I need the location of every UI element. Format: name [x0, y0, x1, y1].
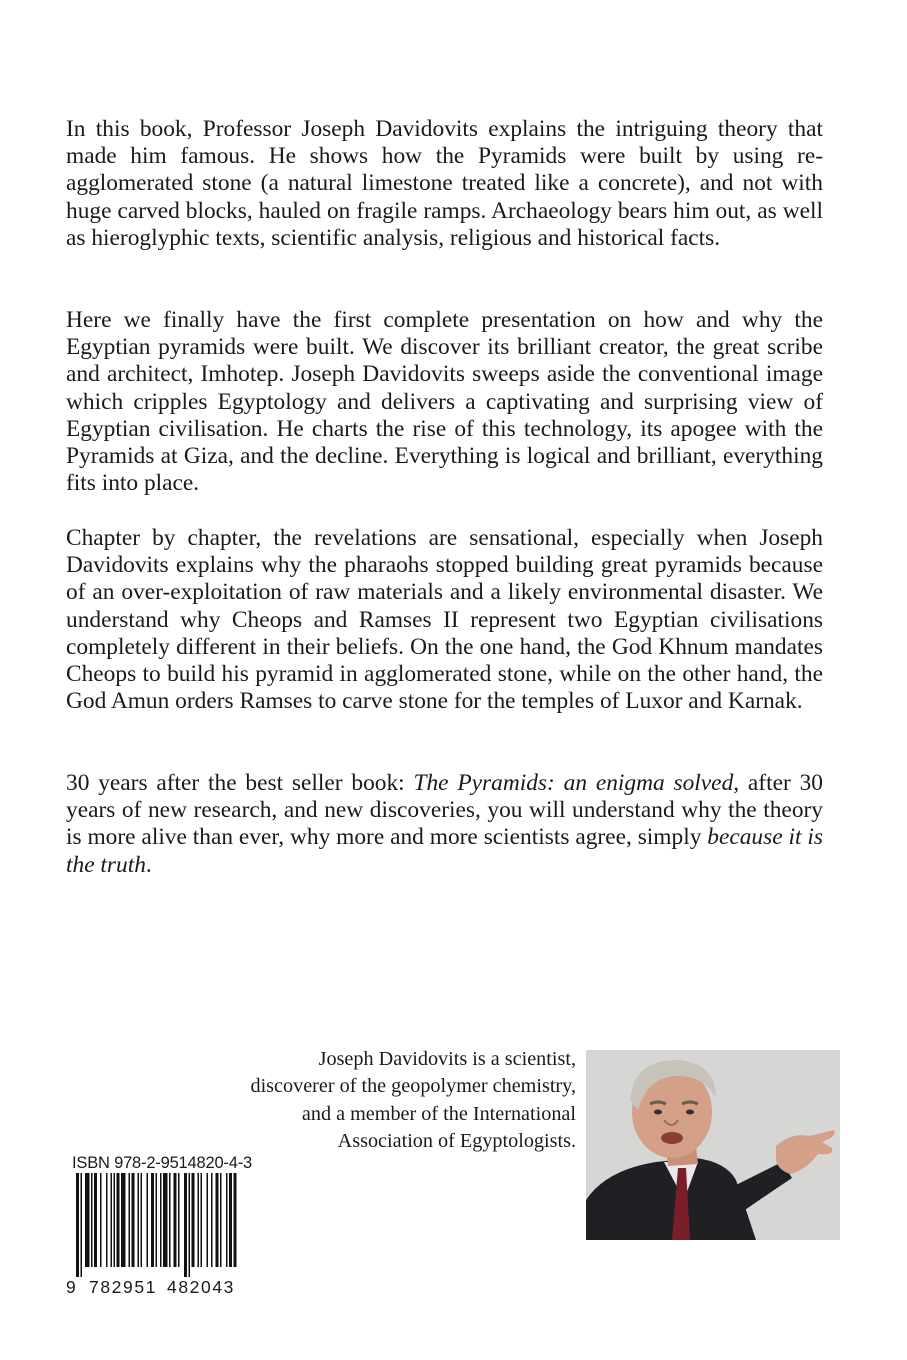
- paragraph-4-text-a: 30 years after the best seller book:: [66, 770, 414, 796]
- barcode-bar: [163, 1173, 168, 1267]
- barcode-bar: [85, 1173, 90, 1267]
- description-paragraph-2: Here we finally have the first complete presentation on how and why the Egyptian pyramids were built. We discover its brilliant creator, the great scribe and architect, Imhotep. Joseph Davidovits sweeps aside the conventional image which cripples Egyptology and delivers a captivating and surprising view of Egyptian civilisation. He charts the rise of this technology, its apogee with the Pyramids at Giza, and the decline. Everything is logical and brilliant, everything fits into place.: [66, 307, 823, 497]
- barcode-bar: [117, 1173, 120, 1267]
- barcode-bar: [129, 1173, 131, 1267]
- book-title-previous: The Pyramids: an enigma solved: [413, 770, 734, 796]
- barcode-bar: [151, 1173, 154, 1267]
- barcode-bar: [94, 1173, 97, 1267]
- barcode-bar: [160, 1173, 162, 1267]
- barcode-digit-group-2: 482043: [167, 1277, 235, 1297]
- barcode-bar: [234, 1173, 237, 1267]
- closing-italic-phrase: because it is the truth: [66, 824, 823, 878]
- description-paragraph-1: In this book, Professor Joseph Davidovits explains the intriguing theory that made him famous. He shows how the Pyramids were built by using re-agglomerated stone (a natural limestone treated like a concrete), and not with huge carved blocks, hauled on fragile ramps. Archaeology bears him out, as well as hieroglyphic texts, scientific analysis, religious and historical facts.: [66, 116, 823, 251]
- barcode-bar: [81, 1173, 83, 1277]
- isbn-label: ISBN 978-2-9514820-4-3: [72, 1154, 252, 1172]
- barcode-bar: [201, 1173, 203, 1267]
- barcode-bar: [226, 1173, 228, 1267]
- barcode-bar: [207, 1173, 209, 1267]
- barcode-bar: [184, 1173, 187, 1277]
- author-bio-line: discoverer of the geopolymer chemistry,: [250, 1075, 576, 1098]
- barcode-bar: [192, 1173, 195, 1267]
- barcode-bar: [91, 1173, 93, 1267]
- author-bio-line: Joseph Davidovits is a scientist,: [318, 1048, 576, 1070]
- barcode-bar: [132, 1173, 135, 1267]
- barcode-bar: [111, 1173, 113, 1267]
- author-bio: [190, 1046, 576, 1156]
- barcode-bar: [100, 1173, 102, 1267]
- author-bio-line: and a member of the International: [301, 1102, 576, 1125]
- description-paragraph-4: [66, 770, 823, 879]
- barcode-bar: [211, 1173, 213, 1267]
- barcode-bar: [147, 1173, 149, 1267]
- barcode-bar: [174, 1173, 177, 1267]
- description-paragraph-3: Chapter by chapter, the revelations are sensational, especially when Joseph Davidovits explains why the pharaohs stopped building great pyramids because of an over-exploitation of raw materials and a likely environmental disaster. We understand why Cheops and Ramses II represent two Egyptian civilisations completely different in their beliefs. On the one hand, the God Khnum mandates Cheops to build his pyramid in agglomerated stone, while on the other hand, the God Amun orders Ramses to carve stone for the temples of Luxor and Karnak.: [66, 525, 823, 715]
- barcode-bar: [169, 1173, 171, 1267]
- author-portrait-icon: [586, 1050, 840, 1240]
- barcode-graphic: [64, 1173, 240, 1277]
- author-bio-line: Association of Egyptologists.: [337, 1130, 576, 1153]
- barcode-bar: [141, 1173, 143, 1267]
- barcode-bar: [220, 1173, 222, 1267]
- barcode-bar: [229, 1173, 232, 1267]
- barcode-lead-digit: 9: [66, 1277, 78, 1297]
- paragraph-4-text-c: .: [145, 851, 152, 878]
- barcode-bar: [121, 1173, 126, 1267]
- barcode-bar: [106, 1173, 108, 1267]
- barcode-bar: [216, 1173, 219, 1267]
- barcode-bar: [198, 1173, 200, 1267]
- paragraph-4-text-b: , after 30 years of new research, and new discoveries, you will understand why the theory is more alive than ever, why more and more scientists agree, simply: [66, 770, 823, 851]
- barcode-bar: [114, 1173, 116, 1267]
- barcode-bar: [138, 1173, 140, 1267]
- barcode-digit-group-1: 782951: [89, 1277, 157, 1297]
- barcode-bar: [178, 1173, 180, 1267]
- barcode-bar: [156, 1173, 158, 1267]
- barcode-bar: [189, 1173, 191, 1277]
- author-photo: [586, 1050, 840, 1240]
- barcode-bar: [76, 1173, 79, 1277]
